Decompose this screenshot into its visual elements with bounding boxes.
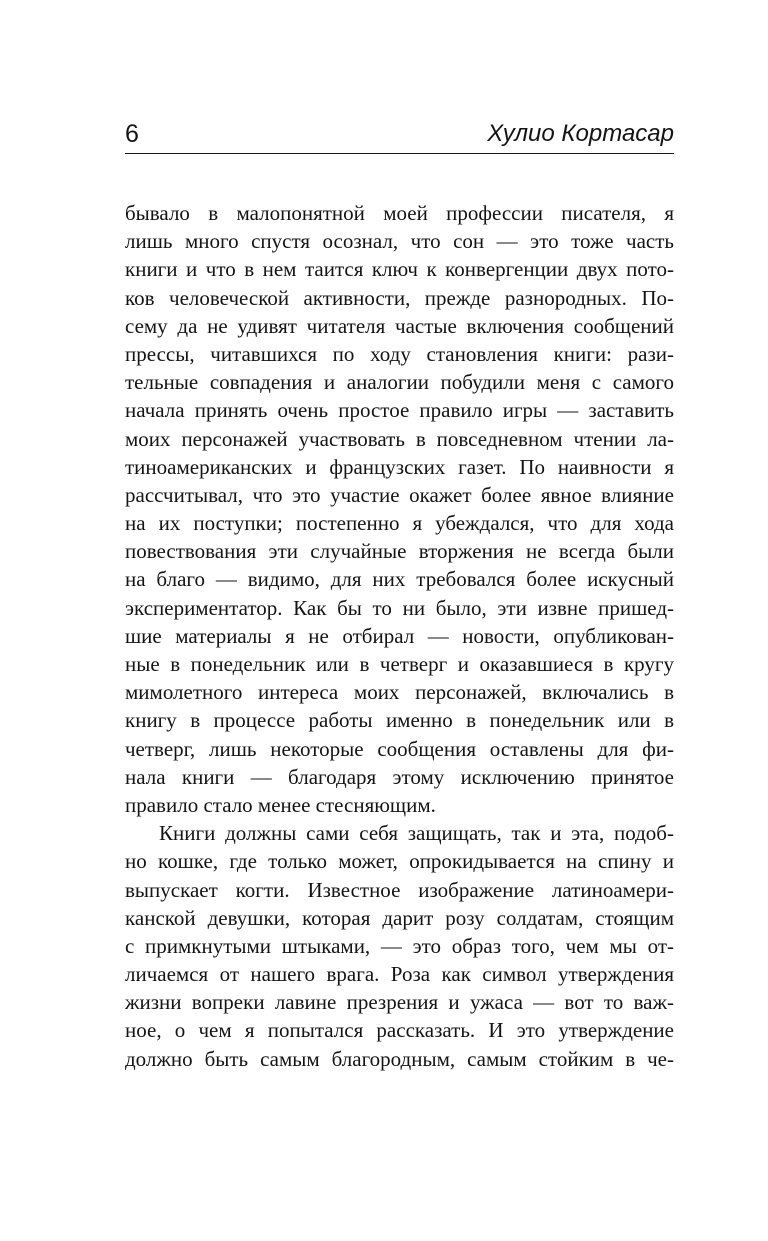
text-line: жизни вопреки лавине презрения и ужаса — вот то важ- <box>125 990 674 1015</box>
text-line: рассчитывал, что это участие окажет более явное влияние <box>125 482 674 507</box>
paragraph <box>125 819 674 1073</box>
text-line: шие материалы я не отбирал — новости, опубликован- <box>125 623 674 648</box>
text-line: начала принять очень простое правило игры — заставить <box>125 398 674 423</box>
text-line: правило стало менее стесняющим. <box>125 792 436 817</box>
text-line: на благо — видимо, для них требовался более искусный <box>125 567 674 592</box>
text-line: прессы, читавшихся по ходу становления книги: рази- <box>125 341 674 366</box>
text-line: экспериментатор. Как бы то ни было, эти извне пришед- <box>125 595 674 620</box>
text-line: личаемся от нашего врага. Роза как символ утверждения <box>125 962 674 987</box>
text-line: нала книги — благодаря этому исключению принятое <box>125 764 674 789</box>
paragraph <box>125 199 674 819</box>
text-line: моих персонажей участвовать в повседневном чтении ла- <box>125 426 674 451</box>
text-line: тиноамериканских и французских газет. По наивности я <box>125 454 674 479</box>
running-head <box>125 118 674 154</box>
text-line: должно быть самым благородным, самым стойким в че- <box>125 1046 674 1071</box>
text-line: но кошке, где только может, опрокидывается на спину и <box>125 849 674 874</box>
text-line: на их поступки; постепенно я убеждался, что для хода <box>125 511 674 536</box>
text-line: четверг, лишь некоторые сообщения оставлены для фи- <box>125 736 674 761</box>
body-text <box>125 199 674 1073</box>
text-line: лишь много спустя осознал, что сон — это тоже часть <box>125 229 674 254</box>
text-line: повествования эти случайные вторжения не всегда были <box>125 539 674 564</box>
author-name: Хулио Кортасар <box>487 120 674 147</box>
header-rule <box>125 153 674 154</box>
text-line: тельные совпадения и аналогии побудили меня с самого <box>125 370 674 395</box>
text-line: ные в понедельник или в четверг и оказавшиеся в кругу <box>125 652 674 676</box>
text-line: сему да не удивят читателя частые включения сообщений <box>125 313 674 338</box>
text-line: мимолетного интереса моих персонажей, включались в <box>125 680 674 705</box>
text-line: книги и что в нем таится ключ к конвергенции двух пото- <box>125 257 674 282</box>
text-line: с примкнутыми штыками, — это образ того, чем мы от- <box>125 933 674 958</box>
text-line: бывало в малопонятной моей профессии писателя, я <box>125 201 674 225</box>
page-number: 6 <box>125 120 139 148</box>
text-line: ное, о чем я попытался рассказать. И это утверждение <box>125 1018 674 1043</box>
text-line: Книги должны сами себя защищать, так и эта, подоб- <box>159 821 674 846</box>
text-line: книгу в процессе работы именно в понедельник или в <box>125 708 674 733</box>
text-line: ков человеческой активности, прежде разнородных. По- <box>125 285 674 310</box>
text-line: канской девушки, которая дарит розу солдатам, стоящим <box>125 905 674 930</box>
text-line: выпускает когти. Известное изображение латиноамери- <box>125 877 674 902</box>
